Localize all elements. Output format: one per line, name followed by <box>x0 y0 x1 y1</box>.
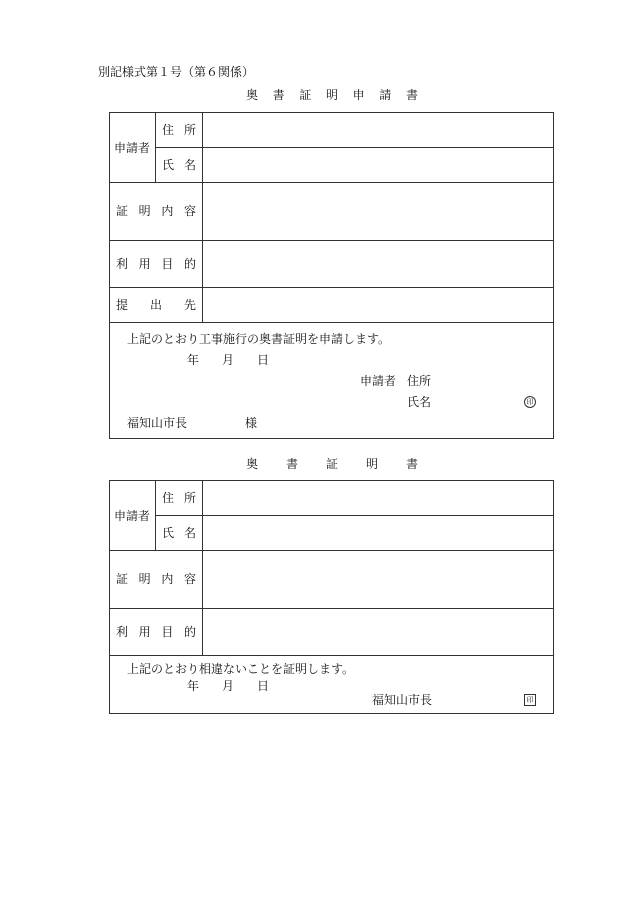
col-divider <box>202 480 203 655</box>
seal-icon: 印 <box>524 694 536 706</box>
addressee: 福知山市長 <box>127 416 188 430</box>
application-title <box>246 89 418 101</box>
title-char: 奥 <box>246 457 259 471</box>
honorific: 様 <box>245 416 258 430</box>
date-day: 日 <box>257 679 270 693</box>
address-label: 住 所 <box>162 491 196 505</box>
row-divider <box>109 182 554 183</box>
title-char: 書 <box>405 88 418 102</box>
address-label: 住 所 <box>162 123 196 137</box>
purpose-label: 利 用 目 的 <box>116 625 196 639</box>
row-divider <box>155 147 554 148</box>
row-divider <box>109 322 554 323</box>
certificate-statement: 上記のとおり相違ないことを証明します。 <box>127 662 355 676</box>
form-label: 別記様式第１号（第６関係） <box>98 65 255 79</box>
certificate-title <box>246 458 418 470</box>
sign-name: 氏名 <box>407 395 432 409</box>
title-char: 書 <box>405 457 418 471</box>
title-char: 請 <box>379 88 392 102</box>
title-char: 明 <box>325 88 338 102</box>
sign-applicant: 申請者 <box>360 374 397 388</box>
applicant-label: 申請者 <box>114 141 151 155</box>
issuer: 福知山市長 <box>372 693 433 707</box>
title-char: 書 <box>272 88 285 102</box>
title-char: 証 <box>299 88 312 102</box>
date-year: 年 <box>187 679 200 693</box>
date-day: 日 <box>257 353 270 367</box>
title-char: 証 <box>325 457 338 471</box>
row-divider <box>109 655 554 656</box>
application-statement: 上記のとおり工事施行の奥書証明を申請します。 <box>127 332 391 346</box>
row-divider <box>109 608 554 609</box>
row-divider <box>109 550 554 551</box>
content-label: 証 明 内 容 <box>116 204 196 218</box>
sign-address: 住所 <box>407 374 432 388</box>
seal-icon: 印 <box>524 396 536 408</box>
date-year: 年 <box>187 353 200 367</box>
col-divider <box>155 480 156 550</box>
applicant-label: 申請者 <box>114 509 151 523</box>
col-divider <box>202 112 203 322</box>
title-char: 書 <box>285 457 298 471</box>
row-divider <box>109 287 554 288</box>
name-label: 氏 名 <box>162 158 196 172</box>
row-divider <box>109 240 554 241</box>
title-char: 申 <box>352 88 365 102</box>
row-divider <box>155 515 554 516</box>
name-label: 氏 名 <box>162 526 196 540</box>
date-month: 月 <box>222 353 235 367</box>
submit-label: 提 出 先 <box>116 298 196 312</box>
title-char: 明 <box>365 457 378 471</box>
col-divider <box>155 112 156 182</box>
purpose-label: 利 用 目 的 <box>116 257 196 271</box>
title-char: 奥 <box>246 88 259 102</box>
content-label: 証 明 内 容 <box>116 572 196 586</box>
date-month: 月 <box>222 679 235 693</box>
